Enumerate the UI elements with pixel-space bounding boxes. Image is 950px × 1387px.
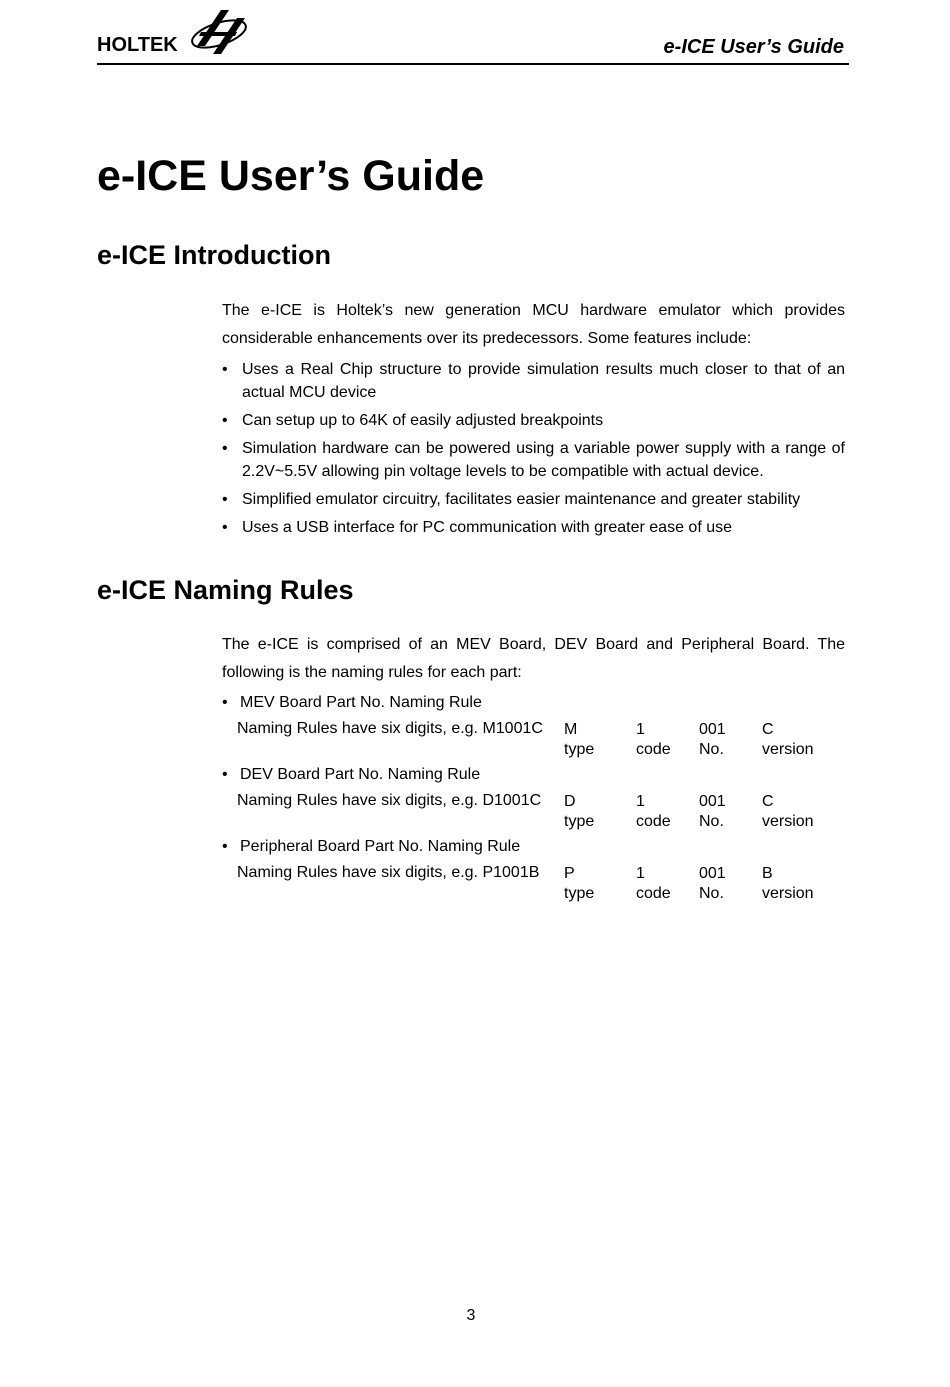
list-item	[222, 437, 845, 483]
list-item	[222, 488, 845, 511]
naming-rules-heading: e-ICE Naming Rules	[97, 575, 354, 605]
feature-text: Simplified emulator circuitry, facilitates easier maintenance and greater stability	[242, 491, 801, 508]
page-number: 3	[466, 1307, 476, 1324]
rule-breakdown	[222, 858, 845, 902]
mev-board-rule	[222, 692, 845, 758]
rule-description: Naming Rules have six digits, e.g. D1001C	[237, 792, 542, 809]
logo-text: HOLTEK	[97, 34, 178, 56]
bullet-icon: •	[222, 766, 228, 783]
rule-description: Naming Rules have six digits, e.g. P1001B	[237, 864, 540, 881]
rule-title-text: Peripheral Board Part No. Naming Rule	[240, 838, 521, 855]
code-cell: 1 code	[636, 793, 671, 830]
feature-text: Simulation hardware can be powered using a variable power supply with a range of 2.2V~5.5V allowing pin voltage levels to be compatible with actual device.	[242, 440, 845, 480]
bullet-icon: •	[222, 440, 228, 457]
bullet-icon: •	[222, 491, 228, 508]
version-cell: B version	[762, 865, 814, 902]
bullet-icon: •	[222, 838, 228, 855]
bullet-icon: •	[222, 519, 228, 536]
bullet-icon: •	[222, 412, 228, 429]
dev-board-rule	[222, 764, 845, 830]
document-title: e-ICE User’s Guide	[97, 152, 485, 200]
type-cell: M type	[564, 721, 595, 758]
bullet-icon: •	[222, 361, 228, 378]
holtek-logo	[97, 6, 249, 58]
rule-title-text: MEV Board Part No. Naming Rule	[240, 694, 482, 711]
rule-breakdown	[222, 714, 845, 758]
rule-title	[222, 692, 845, 714]
bullet-icon: •	[222, 694, 228, 711]
peripheral-board-rule	[222, 836, 845, 902]
introduction-heading: e-ICE Introduction	[97, 240, 331, 270]
feature-list	[222, 358, 845, 544]
list-item	[222, 358, 845, 404]
list-item	[222, 409, 845, 432]
code-cell: 1 code	[636, 865, 671, 902]
rule-title	[222, 836, 845, 858]
number-cell: 001 No.	[699, 721, 726, 758]
version-cell: C version	[762, 793, 814, 830]
introduction-paragraph: The e-ICE is Holtek’s new generation MCU hardware emulator which provides considerable enhancements over its predecessors. Some features include:	[222, 302, 845, 347]
feature-text: Uses a Real Chip structure to provide simulation results much closer to that of an actual MCU device	[242, 361, 845, 401]
type-cell: D type	[564, 793, 595, 830]
version-cell: C version	[762, 721, 814, 758]
rule-description: Naming Rules have six digits, e.g. M1001C	[237, 720, 543, 737]
feature-text: Can setup up to 64K of easily adjusted breakpoints	[242, 412, 604, 429]
list-item	[222, 516, 845, 539]
rule-title-text: DEV Board Part No. Naming Rule	[240, 766, 481, 783]
header-divider	[97, 63, 849, 65]
type-cell: P type	[564, 865, 595, 902]
rule-breakdown	[222, 786, 845, 830]
naming-rules-paragraph: The e-ICE is comprised of an MEV Board, DEV Board and Peripheral Board. The following is the naming rules for each part:	[222, 636, 845, 681]
feature-text: Uses a USB interface for PC communication with greater ease of use	[242, 519, 732, 536]
rule-title	[222, 764, 845, 786]
number-cell: 001 No.	[699, 793, 726, 830]
code-cell: 1 code	[636, 721, 671, 758]
header-title: e-ICE User’s Guide	[663, 36, 844, 58]
number-cell: 001 No.	[699, 865, 726, 902]
